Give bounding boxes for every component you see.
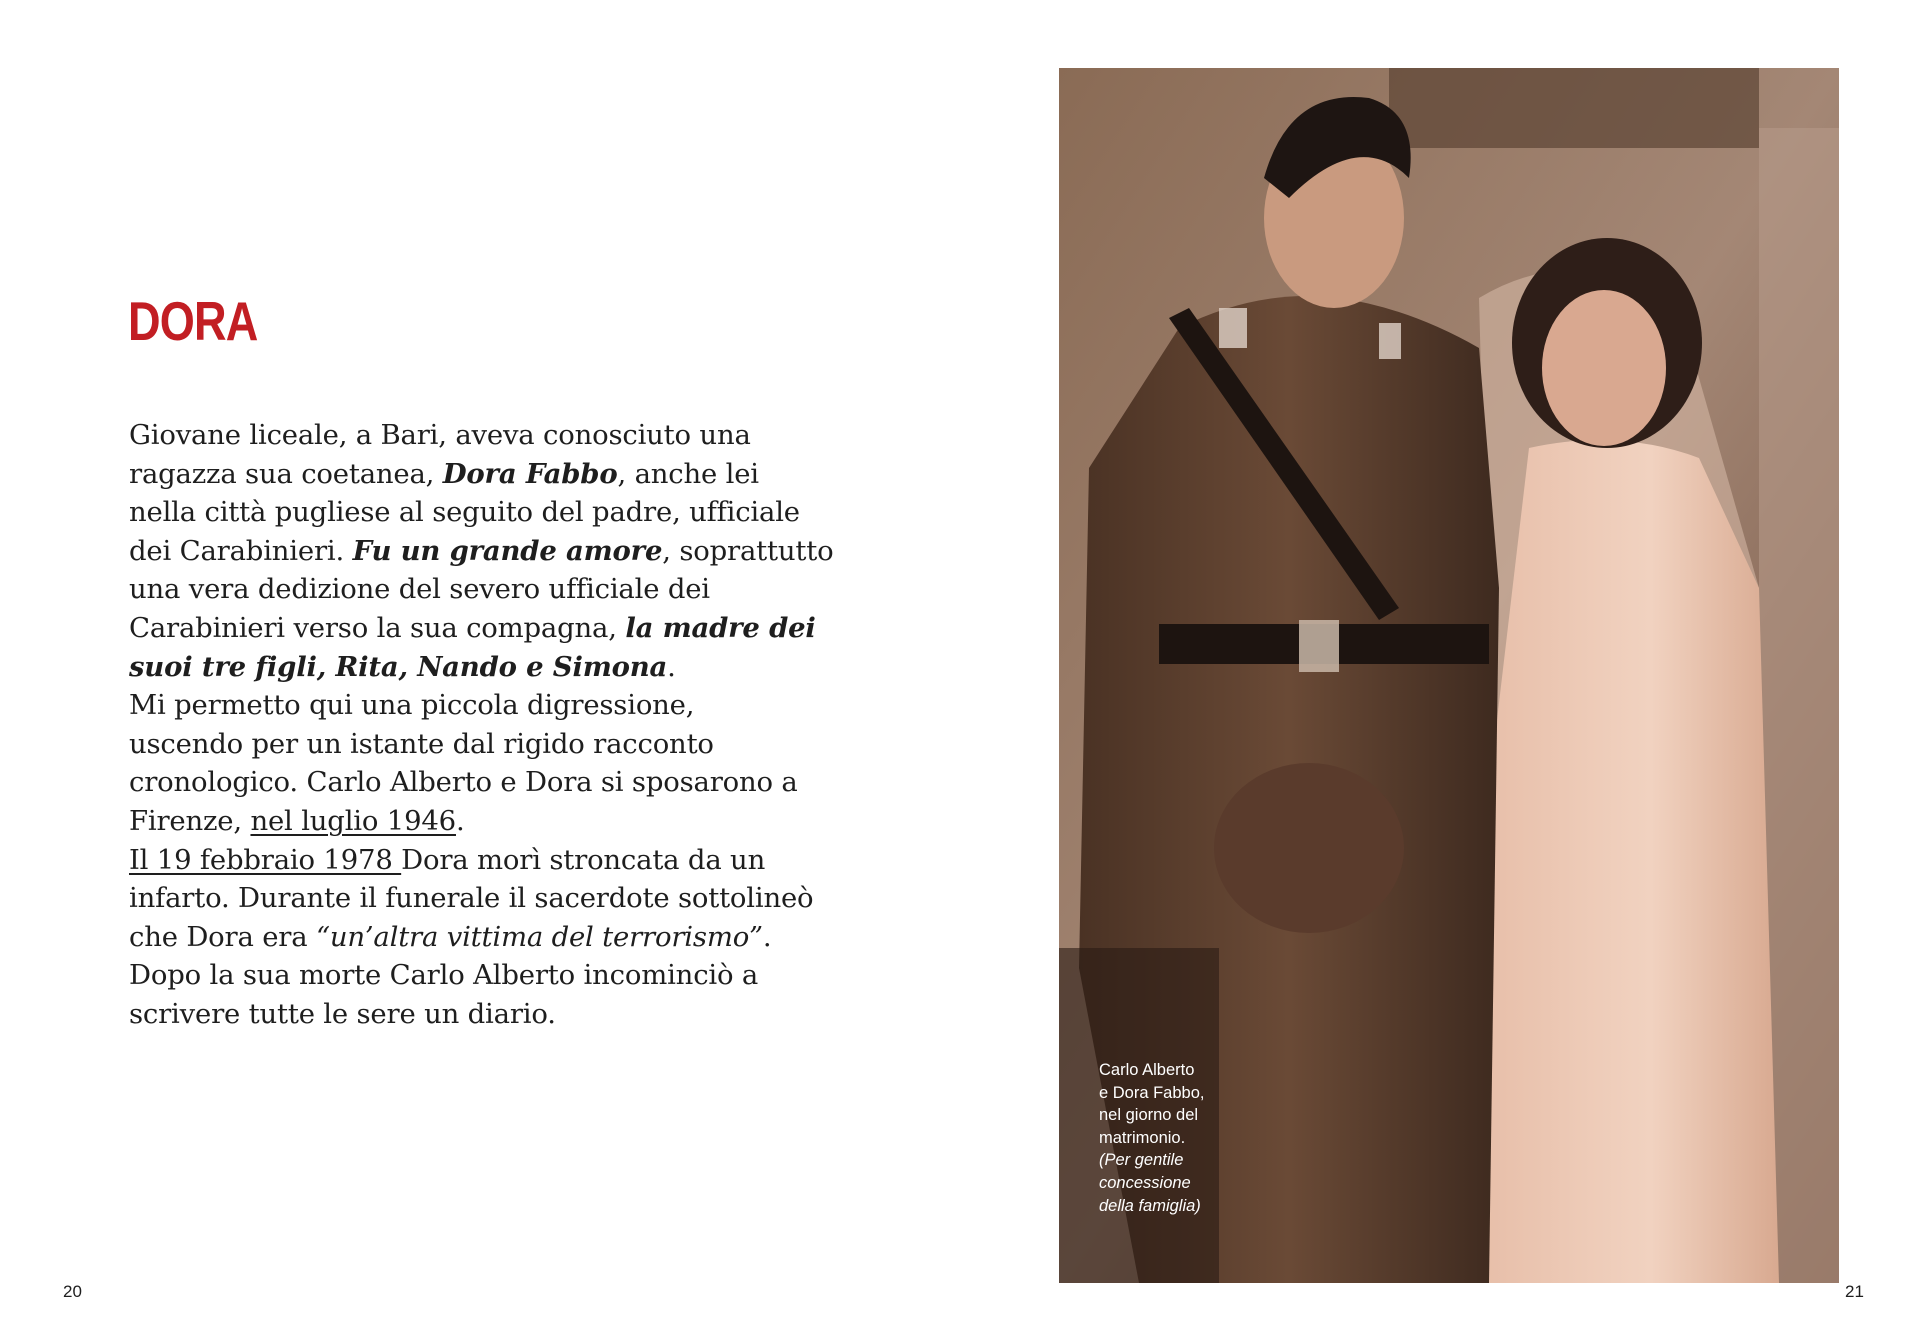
underlined-date: nel luglio 1946 — [250, 804, 456, 837]
emphasis-text: la madre dei — [625, 611, 816, 644]
emphasis-text: Dora Fabbo — [442, 457, 618, 490]
text-run: Firenze, — [129, 804, 251, 837]
text-line — [129, 763, 869, 802]
text-run: nella città pugliese al seguito del padre, ufficiale — [129, 496, 800, 529]
text-line — [129, 956, 869, 995]
emphasis-text: “un’altra vittima del terrorismo” — [315, 920, 763, 953]
text-run: dei Carabinieri. — [129, 534, 353, 567]
caption-credit-line: (Per gentile — [1099, 1151, 1184, 1170]
text-line — [129, 532, 869, 571]
text-run: cronologico. Carlo Alberto e Dora si sposarono a — [129, 766, 798, 799]
emphasis-text: suoi tre figli, Rita, Nando e Simona — [129, 650, 668, 683]
text-run: . — [762, 920, 772, 953]
text-line — [129, 841, 869, 880]
text-line — [129, 609, 869, 648]
caption-line: matrimonio. — [1099, 1128, 1186, 1147]
text-run: . — [667, 650, 676, 683]
text-run: , anche lei — [617, 457, 759, 490]
caption-credit-line: concessione — [1099, 1173, 1191, 1192]
text-run: Giovane liceale, a Bari, aveva conosciuto una — [129, 419, 751, 451]
text-run: che Dora era — [129, 920, 316, 953]
text-line — [129, 686, 869, 725]
page-number-right: 21 — [1845, 1282, 1864, 1301]
emphasis-text: Fu un grande amore — [352, 534, 663, 567]
text-line — [129, 648, 869, 687]
chapter-title: DORA — [128, 290, 258, 352]
text-line — [129, 918, 869, 957]
caption-line: e Dora Fabbo, — [1099, 1083, 1205, 1102]
text-line — [129, 455, 869, 494]
text-run: una vera dedizione del severo ufficiale dei — [129, 573, 710, 606]
text-run: . — [455, 804, 465, 837]
caption-line: Carlo Alberto — [1099, 1061, 1195, 1079]
text-line — [129, 416, 869, 455]
text-line — [129, 995, 869, 1034]
page-number-left: 20 — [63, 1282, 82, 1301]
text-run: ragazza sua coetanea, — [129, 457, 443, 490]
photo-caption — [1099, 1059, 1239, 1217]
text-run: uscendo per un istante dal rigido racconto — [129, 727, 714, 760]
caption-line: nel giorno del — [1099, 1106, 1199, 1125]
text-line — [129, 802, 869, 841]
text-run: scrivere tutte le sere un diario. — [129, 997, 556, 1030]
text-line — [129, 725, 869, 764]
underlined-date: Il 19 febbraio 1978 — [129, 843, 402, 876]
text-run: infarto. Durante il funerale il sacerdote sottolineò — [129, 882, 814, 915]
text-line — [129, 879, 869, 918]
text-run: Dopo la sua morte Carlo Alberto incominciò a — [129, 959, 759, 992]
text-run: , soprattutto — [662, 534, 834, 567]
text-run: Mi permetto qui una piccola digressione, — [129, 689, 695, 722]
caption-credit-line: della famiglia) — [1099, 1196, 1201, 1215]
text-run: Carabinieri verso la sua compagna, — [129, 611, 626, 644]
text-line — [129, 570, 869, 609]
body-paragraph — [129, 416, 869, 1034]
text-run: Dora morì stroncata da un — [401, 843, 766, 876]
text-line — [129, 493, 869, 532]
